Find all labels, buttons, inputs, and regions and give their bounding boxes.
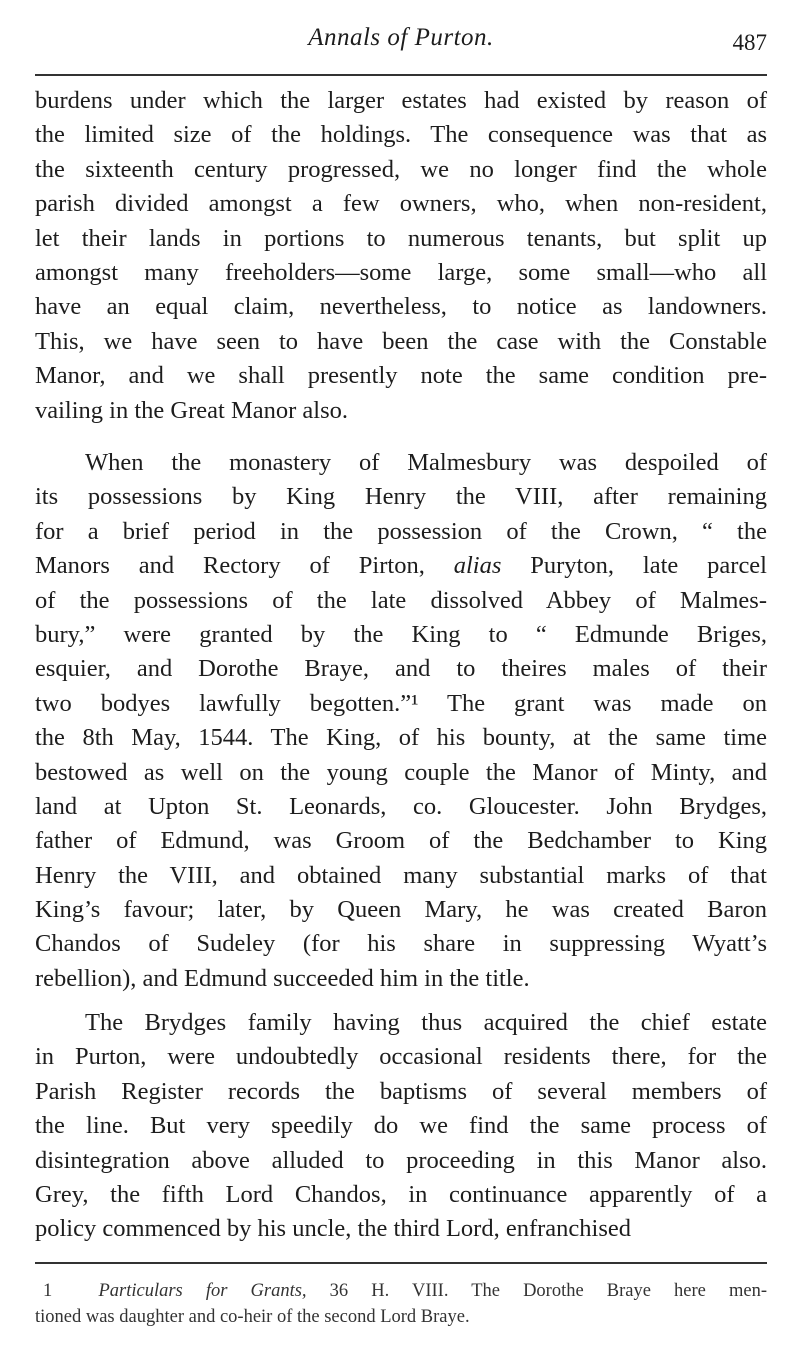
footnote-line-2: tioned was daughter and co-heir of the second Lord Braye. <box>35 1307 470 1327</box>
text-line: Henry the VIII, and obtained many substantial marks of that <box>35 861 767 889</box>
paragraph-2 <box>35 446 767 996</box>
footnote-source: Particulars for Grants, <box>98 1281 307 1301</box>
text-line: land at Upton St. Leonards, co. Gloucester. John Brydges, <box>35 792 767 820</box>
text-line: the line. But very speedily do we find the same process of <box>35 1112 767 1140</box>
text-line: Chandos of Sudeley (for his share in suppressing Wyatt’s <box>35 930 767 958</box>
footnote <box>35 1278 767 1330</box>
text-line: Manor, and we shall presently note the same condition pre- <box>35 362 767 390</box>
text-line: disintegration above alluded to proceeding in this Manor also. <box>35 1146 767 1174</box>
text-line: father of Edmund, was Groom of the Bedchamber to King <box>35 827 767 855</box>
footnote-marker: 1 <box>43 1281 53 1301</box>
footnote-text: 36 H. VIII. The Dorothe Braye here men- <box>306 1281 768 1301</box>
text-line: in Purton, were undoubtedly occasional residents there, for the <box>35 1043 767 1071</box>
text-line: for a brief period in the possession of the Crown, “ the <box>35 517 767 545</box>
text-line: Parish Register records the baptisms of several members of <box>35 1077 767 1105</box>
text-line: Manors and Rectory of Pirton, alias Puryton, late parcel <box>35 552 767 580</box>
text-line: bury,” were granted by the King to “ Edmunde Briges, <box>35 620 767 648</box>
text-line: This, we have seen to have been the case with the Constable <box>35 327 767 355</box>
text-line: the limited size of the holdings. The consequence was that as <box>35 121 767 149</box>
paragraph-3 <box>35 1006 767 1247</box>
text-line: amongst many freeholders—some large, some small—who all <box>35 258 767 286</box>
text-line: bestowed as well on the young couple the Manor of Minty, and <box>35 758 767 786</box>
text-line: parish divided amongst a few owners, who, when non-resident, <box>35 190 767 218</box>
text-line: Grey, the fifth Lord Chandos, in continuance apparently of a <box>35 1180 767 1208</box>
text-line: of the possessions of the late dissolved Abbey of Malmes- <box>35 586 767 614</box>
text-line: the sixteenth century progressed, we no longer find the whole <box>35 155 767 183</box>
text-line: burdens under which the larger estates had existed by reason of <box>35 87 767 114</box>
footnote-rule <box>35 1262 767 1264</box>
header-rule <box>35 74 767 76</box>
text-line: two bodyes lawfully begotten.”¹ The grant was made on <box>35 689 767 717</box>
text-line: have an equal claim, nevertheless, to notice as landowners. <box>35 293 767 321</box>
page-header <box>35 20 767 60</box>
text-line: King’s favour; later, by Queen Mary, he was created Baron <box>35 896 767 924</box>
text-line: rebellion), and Edmund succeeded him in the title. <box>35 964 530 992</box>
text-line: the 8th May, 1544. The King, of his bounty, at the same time <box>35 724 767 752</box>
text-line: policy commenced by his uncle, the third Lord, enfranchised <box>35 1215 631 1243</box>
text-line: let their lands in portions to numerous tenants, but split up <box>35 224 767 252</box>
text-line: When the monastery of Malmesbury was despoiled of <box>85 449 767 476</box>
text-line: its possessions by King Henry the VIII, after remaining <box>35 483 767 511</box>
text-line: esquier, and Dorothe Braye, and to theires males of their <box>35 655 767 683</box>
running-title: Annals of Purton. <box>308 24 494 51</box>
paragraph-1 <box>35 84 767 428</box>
footnote-line-1 <box>35 1278 767 1304</box>
text-line: The Brydges family having thus acquired the chief estate <box>85 1009 767 1036</box>
page-number: 487 <box>732 30 767 55</box>
text-line: vailing in the Great Manor also. <box>35 396 348 424</box>
